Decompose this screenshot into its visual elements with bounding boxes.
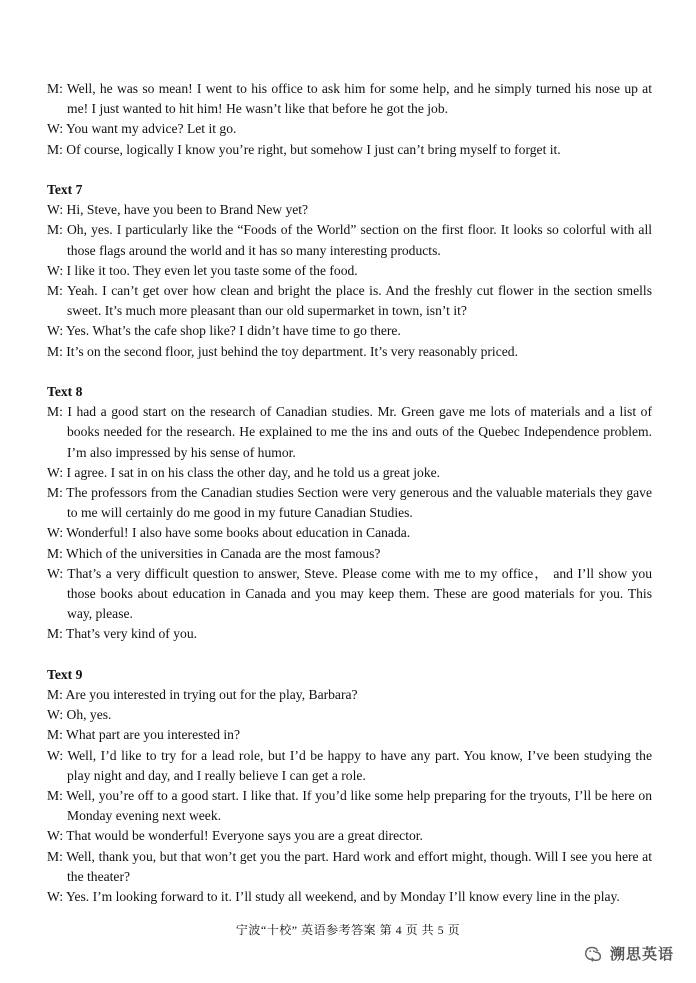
dialogue-line: W: Oh, yes. — [47, 707, 112, 723]
dialogue-line: W: That’s a very difficult question to answer, Steve. Please come with me to my office， and I’ll show you those books about education in Canada and you may keep them. These are good materials for you. This way, please. — [47, 565, 652, 622]
dialogue-line: W: That would be wonderful! Everyone says you are a great director. — [47, 828, 423, 844]
section-heading: Text 7 — [47, 182, 83, 197]
dialogue-line: W: You want my advice? Let it go. — [47, 121, 237, 137]
dialogue-line: W: Yes. What’s the cafe shop like? I didn’t have time to go there. — [47, 323, 401, 339]
watermark — [582, 940, 674, 966]
dialogue-line: M: The professors from the Canadian studies Section were very generous and the valuable materials they gave to me will certainly do me good in my future Canadian Studies. — [47, 485, 652, 521]
dialogue-line: W: Wonderful! I also have some books about education in Canada. — [47, 525, 411, 541]
dialogue-line: W: Hi, Steve, have you been to Brand New yet? — [47, 202, 309, 218]
dialogue-line: M: Of course, logically I know you’re right, but somehow I just can’t bring myself to forget it. — [47, 141, 561, 157]
section-gap — [47, 160, 652, 180]
dialogue-line: W: I like it too. They even let you taste some of the food. — [47, 262, 358, 278]
dialogue-line: M: Well, you’re off to a good start. I like that. If you’d like some help preparing for the tryouts, I’ll be here on Monday evening next week. — [47, 788, 652, 824]
dialogue-line: M: Are you interested in trying out for the play, Barbara? — [47, 687, 358, 703]
dialogue-line: M: That’s very kind of you. — [47, 626, 198, 642]
dialogue-line: M: It’s on the second floor, just behind the toy department. It’s very reasonably priced. — [47, 343, 518, 359]
dialogue-line: M: I had a good start on the research of Canadian studies. Mr. Green gave me lots of materials and a list of books needed for the research. He explained to me the ins and outs of the Quebec Independence problem. I’m also impressed by his sense of humor. — [47, 404, 652, 460]
watermark-text: 溯思英语 — [610, 944, 675, 963]
section-gap — [47, 645, 652, 665]
section-heading: Text 9 — [47, 666, 83, 682]
dialogue-line: M: Well, he was so mean! I went to his office to ask him for some help, and he simply turned his nose up at me! I just wanted to hit him! He wasn’t like that before he got the job. — [47, 81, 652, 117]
dialogue-line: M: What part are you interested in? — [47, 727, 241, 743]
document-body — [47, 79, 652, 907]
dialogue-line: W: Well, I’d like to try for a lead role, but I’d be happy to have any part. You know, I’ve been studying the play night and day, and I really believe I can get a role. — [47, 747, 652, 783]
page-footer: 宁波“十校” 英语参考答案 第 4 页 共 5 页 — [235, 923, 461, 937]
dialogue-line: W: I agree. I sat in on his class the other day, and he told us a great joke. — [47, 464, 441, 480]
dialogue-line: M: Oh, yes. I particularly like the “Foods of the World” section on the first floor. It looks so colorful with all those flags around the world and it has so many interesting products. — [47, 222, 652, 258]
dialogue-line: M: Which of the universities in Canada are the most famous? — [47, 545, 381, 561]
section-heading: Text 8 — [47, 384, 83, 400]
section-gap — [47, 362, 652, 382]
wechat-icon — [582, 942, 604, 964]
dialogue-line: W: Yes. I’m looking forward to it. I’ll study all weekend, and by Monday I’ll know every line in the play. — [47, 889, 620, 905]
dialogue-line: M: Well, thank you, but that won’t get you the part. Hard work and effort might, though. Will I see you here at the theater? — [47, 848, 652, 884]
dialogue-line: M: Yeah. I can’t get over how clean and bright the place is. And the freshly cut flower in the section smells sweet. It’s much more pleasant than our old supermarket in town, isn’t it? — [47, 283, 652, 319]
